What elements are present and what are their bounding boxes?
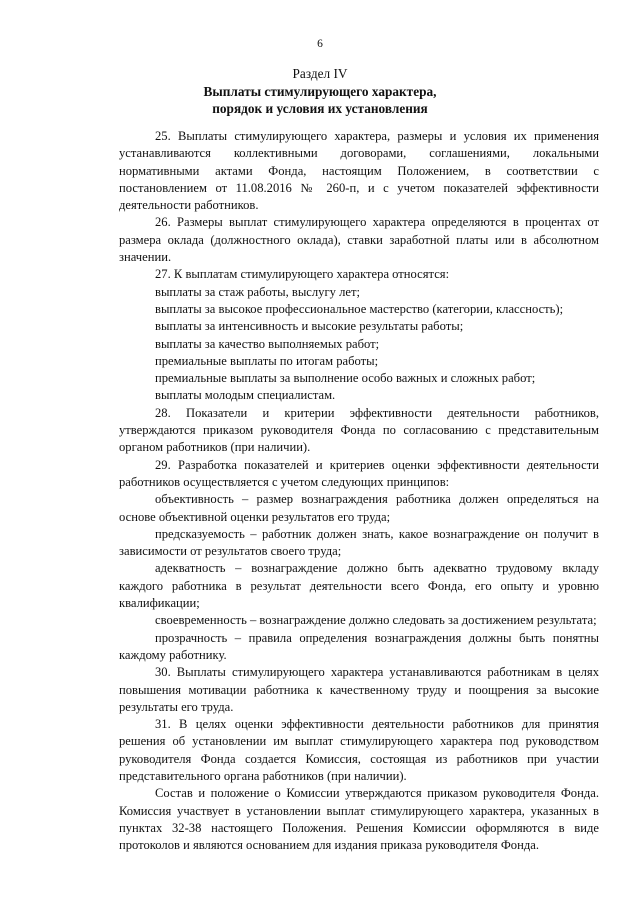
paragraph-31-continued: Состав и положение о Комиссии утверждаются приказом руководителя Фонда. Комиссия участвует в установлении выплат стимулирующего характера, указанных в пунктах 32-38 настоящего Положения. Решения Комиссии оформляются в виде протоколов и являются основанием для издания приказа руководителя Фонда. <box>119 786 599 853</box>
list-item: выплаты за высокое профессиональное мастерство (категории, классность); <box>155 301 564 316</box>
principle-item: предсказуемость – работник должен знать, какое вознаграждение он получит в зависимости от результатов своего труда; <box>119 526 599 559</box>
list-item: премиальные выплаты по итогам работы; <box>155 353 379 368</box>
list-item: выплаты молодым специалистам. <box>155 388 336 403</box>
section-heading-line-2: порядок и условия их установления <box>212 101 428 116</box>
paragraph-28: 28. Показатели и критерии эффективности деятельности работников, утверждаются приказом руководителя Фонда по согласованию с представительным органом работников (при наличии). <box>119 405 599 455</box>
principle-item: адекватность – вознаграждение должно быть адекватно трудовому вкладу каждого работника в результат деятельности всего Фонда, его опыту и уровню квалификации; <box>119 561 599 611</box>
section-heading-line-1: Выплаты стимулирующего характера, <box>203 84 437 99</box>
list-item: выплаты за качество выполняемых работ; <box>155 336 380 351</box>
list-item: выплаты за интенсивность и высокие результаты работы; <box>155 319 464 334</box>
principle-item: своевременность – вознаграждение должно следовать за достижением результата; <box>155 613 597 628</box>
paragraph-26: 26. Размеры выплат стимулирующего характера определяются в процентах от размера оклада (должностного оклада), ставки заработной платы или в абсолютном значении. <box>119 215 599 265</box>
page-number: 6 <box>317 38 323 50</box>
document-body <box>119 128 599 854</box>
section-title: Раздел IV <box>292 66 348 81</box>
paragraph-30: 30. Выплаты стимулирующего характера устанавливаются работникам в целях повышения мотивации работника к качественному труду и поощрения за высокие результаты его труда. <box>119 665 599 714</box>
list-item: выплаты за стаж работы, выслугу лет; <box>155 284 360 299</box>
principle-item: объективность – размер вознаграждения работника должен определяться на основе объективной оценки результатов его труда; <box>119 492 599 524</box>
list-item: премиальные выплаты за выполнение особо важных и сложных работ; <box>155 371 536 386</box>
paragraph-27: 27. К выплатам стимулирующего характера относятся: <box>155 267 450 282</box>
paragraph-29: 29. Разработка показателей и критериев оценки эффективности деятельности работников осуществляется с учетом следующих принципов: <box>119 457 599 489</box>
principle-item: прозрачность – правила определения вознаграждения должны быть понятны каждому работнику. <box>119 630 599 662</box>
paragraph-25: 25. Выплаты стимулирующего характера, размеры и условия их применения устанавливаются коллективными договорами, соглашениями, локальными нормативными актами Фонда, настоящим Положением, в соответствии с постановлением от 11.08.2016 № 260-п, и с учетом показателей эффективности деятельности работников. <box>119 129 599 213</box>
paragraph-31: 31. В целях оценки эффективности деятельности работников для принятия решения об установлении им выплат стимулирующего характера под руководством руководителя Фонда создается Комиссия, состоящая из работников при участии представительного органа работников (при наличии). <box>119 717 599 783</box>
